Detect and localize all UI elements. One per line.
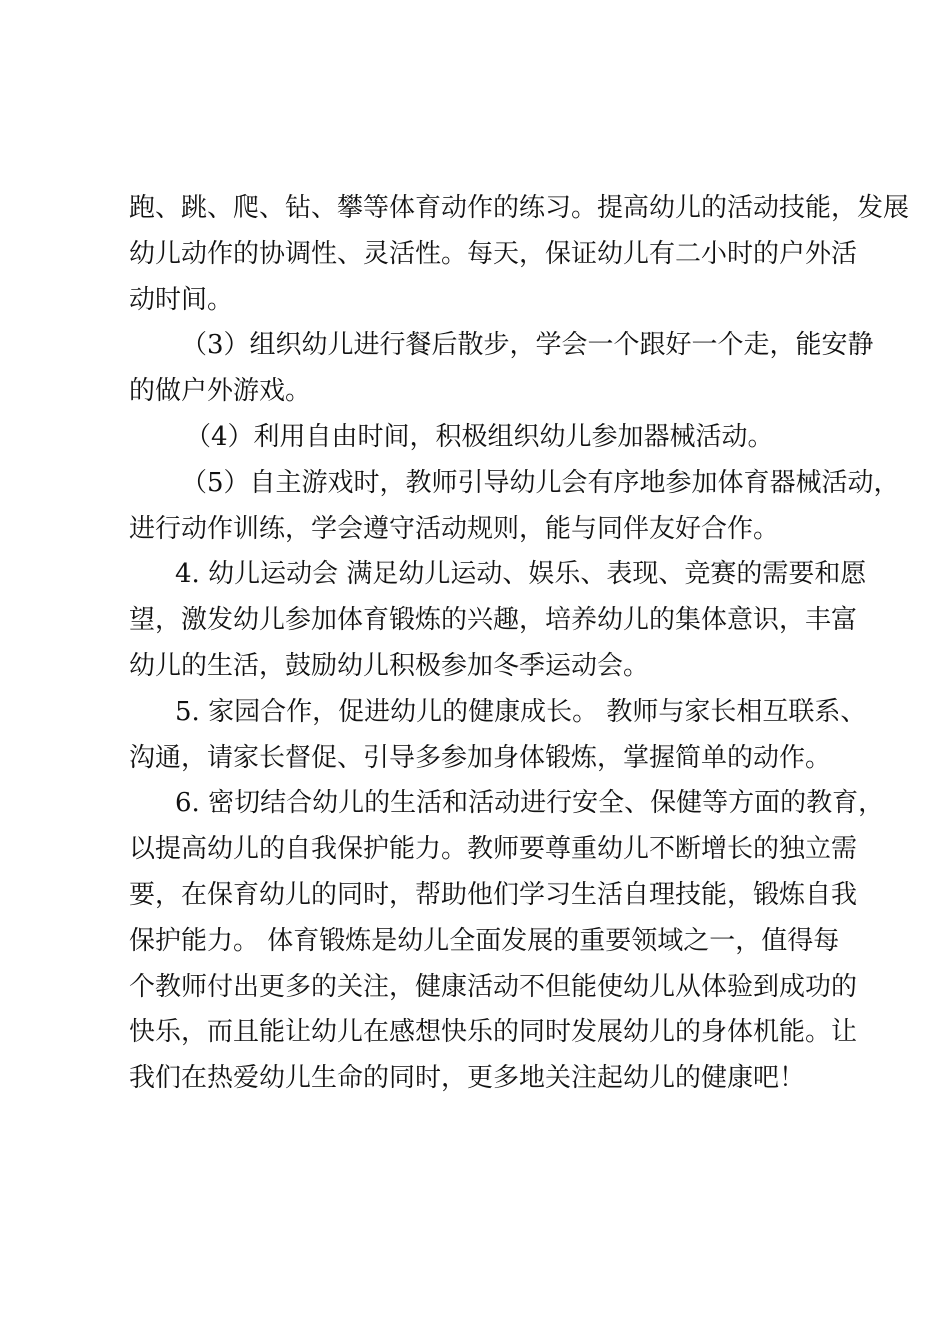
text-line: （4）利用自由时间，积极组织幼儿参加器械活动。: [185, 421, 774, 452]
text-line: 幼儿动作的协调性、灵活性。每天，保证幼儿有二小时的户外活: [129, 238, 858, 269]
text-line: 6. 密切结合幼儿的生活和活动进行安全、保健等方面的教育，: [175, 788, 885, 819]
text-line: （5）自主游戏时，教师引导幼儿会有序地参加体育器械活动，: [181, 467, 900, 498]
text-line: 跑、跳、爬、钻、攀等体育动作的练习。提高幼儿的活动技能，发展: [129, 193, 910, 223]
text-line: 动时间。: [129, 284, 234, 315]
text-line: 5. 家园合作，促进幼儿的健康成长。 教师与家长相互联系、: [175, 696, 867, 727]
text-line: 要，在保育幼儿的同时，帮助他们学习生活自理技能，锻炼自我: [129, 879, 858, 910]
text-line: 进行动作训练，学会遵守活动规则，能与同伴友好合作。: [129, 513, 780, 544]
text-line: 沟通，请家长督促、引导多参加身体锻炼，掌握简单的动作。: [129, 742, 832, 773]
text-line: 的做户外游戏。: [129, 376, 312, 407]
text-line: 快乐，而且能让幼儿在感想快乐的同时发展幼儿的身体机能。让: [129, 1017, 858, 1048]
text-line: 幼儿的生活，鼓励幼儿积极参加冬季运动会。: [129, 650, 650, 681]
text-line: （3）组织幼儿进行餐后散步，学会一个跟好一个走，能安静: [181, 330, 874, 361]
text-line: 以提高幼儿的自我保护能力。教师要尊重幼儿不断增长的独立需: [129, 834, 858, 865]
document-body: [129, 186, 910, 1102]
text-line: 4. 幼儿运动会 满足幼儿运动、娱乐、表现、竞赛的需要和愿: [175, 559, 867, 590]
text-line: 个教师付出更多的关注，健康活动不但能使幼儿从体验到成功的: [129, 971, 858, 1002]
text-line: 保护能力。 体育锻炼是幼儿全面发展的重要领域之一，值得每: [129, 925, 840, 956]
text-line: 我们在热爱幼儿生命的同时，更多地关注起幼儿的健康吧！: [129, 1063, 806, 1094]
text-line: 望，激发幼儿参加体育锻炼的兴趣，培养幼儿的集体意识，丰富: [129, 605, 858, 636]
